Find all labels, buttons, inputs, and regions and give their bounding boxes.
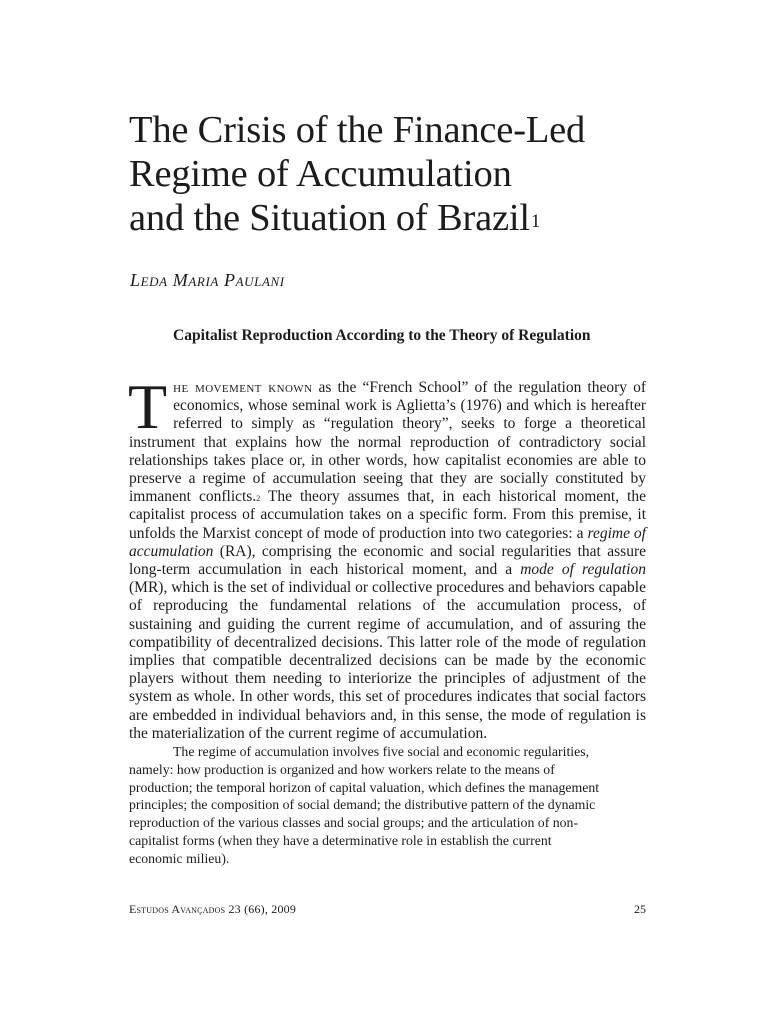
paragraph-1-text-a: as the “French School” of the regulation theory of economics, whose seminal work is Aglietta’s (1976) and which is hereafter referred to simply as “regulation theory”, seeks to forge a theoretical instrument that explains how the normal reproduction of contradictory social relationships takes place or, in other words, how capitalist economies are able to preserve a regime of accumulation seeing that they are socially constituted by immanent conflicts. [129,379,647,506]
page-number: 25 [634,902,646,916]
paragraph-1 [128,371,647,743]
article-title [129,108,689,240]
paragraph-2: The regime of accumulation involves five social and economic regularities, namely: how production is organized and how workers relate to the means of production; the temporal horizon of capital valuation, which defines the management principles; the composition of social demand; the distributive pattern of the dynamic reproduction of the various classes and social groups; and the articulation of non-capitalist forms (when they have a determinative role in establish the current economic milieu). [129,744,600,866]
term-mode-of-regulation: mode of regulation [520,561,646,579]
title-line-3 [129,196,689,240]
title-line-2: Regime of Accumulation [129,153,512,195]
drop-cap: T [128,371,168,442]
author-name: Leda Maria Paulani [130,270,285,290]
journal-citation: Estudos Avançados 23 (66), 2009 [129,902,297,916]
footnote-2-marker: 2 [256,494,261,504]
paragraph-1-text-c: (RA), comprising the economic and social regularities that assure long-term accumulation in each historical moment, and a [129,542,646,579]
article-body [128,371,647,868]
term-regime-of-accumulation: regime of accumulation [129,524,646,560]
paragraph-1-text-d: (MR), which is the set of individual or collective procedures and behaviors capable of reproducing the fundamental relations of the accumulation process, of sustaining and guiding the current regime of accumulation, and of assuring the compatibility of decentralized decisions. This latter role of the mode of regulation implies that compatible decentralized decisions can be made by the economic players without them needing to interiorize the principles of adjustment of the system as whole. In other words, this set of procedures indicates that social factors are embedded in individual behaviors and, in this sense, the mode of regulation is the materialization of the current regime of accumulation. [129,579,646,742]
paragraph-1-text-b: The theory assumes that, in each historical moment, the capitalist process of accumulation takes on a specific form. From this premise, it unfolds the Marxist concept of mode of production into two categories: a [129,488,646,542]
paragraph-1-opening: he movement known [173,379,313,396]
title-line-3-text: and the Situation of Brazil [129,197,530,239]
title-footnote-marker: 1 [530,211,541,232]
title-line-1: The Crisis of the Finance-Led [129,109,586,151]
section-heading: Capitalist Reproduction According to the Theory of Regulation [173,327,591,344]
